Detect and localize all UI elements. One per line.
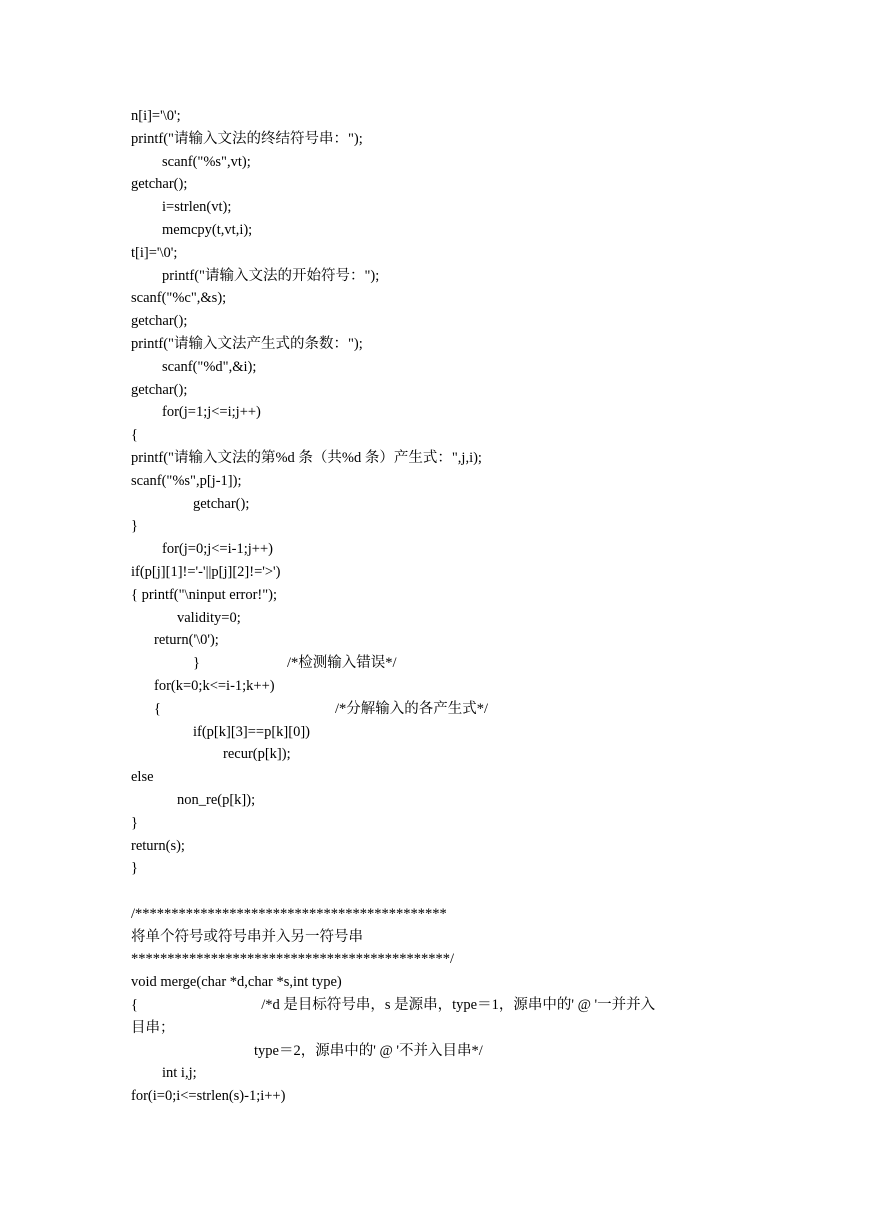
code-line: if(p[k][3]==p[k][0]) bbox=[193, 723, 310, 740]
code-line: validity=0; bbox=[177, 609, 241, 626]
code-line: { bbox=[131, 427, 138, 444]
code-line: printf("请输入文法产生式的条数："); bbox=[131, 335, 363, 352]
code-line: printf("请输入文法的终结符号串："); bbox=[131, 130, 363, 147]
code-line: } bbox=[131, 814, 138, 831]
code-line: for(k=0;k<=i-1;k++) bbox=[154, 677, 275, 694]
code-line: 目串； bbox=[131, 1019, 175, 1036]
code-line: { /*分解输入的各产生式*/ bbox=[154, 700, 489, 717]
code-line: i=strlen(vt); bbox=[162, 199, 232, 216]
code-line: printf("请输入文法的开始符号："); bbox=[162, 267, 380, 284]
code-line: getchar(); bbox=[131, 176, 188, 193]
code-line: recur(p[k]); bbox=[223, 746, 291, 763]
code-line: else bbox=[131, 769, 154, 786]
code-line bbox=[131, 880, 831, 903]
code-line: printf("请输入文法的第%d 条（共%d 条）产生式：",j,i); bbox=[131, 449, 482, 466]
code-line: type＝2，源串中的' @ '不并入目串*/ bbox=[254, 1042, 483, 1059]
code-line: scanf("%s",p[j-1]); bbox=[131, 472, 242, 489]
code-line: { printf("\ninput error!"); bbox=[131, 586, 278, 603]
code-line: scanf("%s",vt); bbox=[162, 153, 251, 170]
code-line: for(i=0;i<=strlen(s)-1;i++) bbox=[131, 1088, 286, 1105]
code-line: for(j=0;j<=i-1;j++) bbox=[162, 541, 273, 558]
code-line: t[i]='\0'; bbox=[131, 244, 178, 261]
code-listing bbox=[131, 105, 831, 1108]
code-line: memcpy(t,vt,i); bbox=[162, 221, 253, 238]
code-line: n[i]='\0'; bbox=[131, 108, 181, 124]
code-line: ********************************************/ bbox=[131, 951, 455, 968]
code-line: for(j=1;j<=i;j++) bbox=[162, 404, 261, 421]
code-line: scanf("%c",&s); bbox=[131, 290, 227, 307]
code-line: } bbox=[131, 860, 138, 877]
code-line: return('\0'); bbox=[154, 632, 219, 649]
code-line: return(s); bbox=[131, 837, 185, 854]
code-line: getchar(); bbox=[131, 381, 188, 398]
code-line: void merge(char *d,char *s,int type) bbox=[131, 974, 342, 991]
code-line: } /*检测输入错误*/ bbox=[193, 655, 397, 672]
code-line: { /*d 是目标符号串，s 是源串，type＝1，源串中的' @ '一并并入 bbox=[131, 997, 656, 1014]
code-line: scanf("%d",&i); bbox=[162, 358, 257, 375]
code-line: 将单个符号或符号串并入另一符号串 bbox=[131, 928, 363, 945]
code-line: /******************************************* bbox=[131, 905, 447, 922]
code-line: if(p[j][1]!='-'||p[j][2]!='>') bbox=[131, 563, 281, 580]
code-line: getchar(); bbox=[193, 495, 250, 512]
code-line: } bbox=[131, 518, 138, 535]
code-line: int i,j; bbox=[162, 1065, 197, 1082]
code-line: getchar(); bbox=[131, 313, 188, 330]
code-line: non_re(p[k]); bbox=[177, 791, 256, 808]
